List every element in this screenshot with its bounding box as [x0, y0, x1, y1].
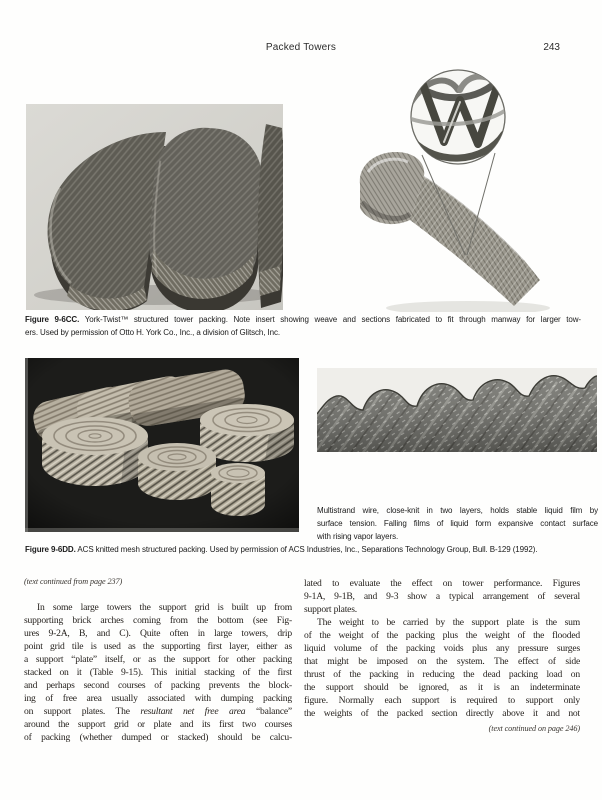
text-line: figure. Normally each support is required to support only — [304, 695, 580, 706]
text-line: point grid tile is used as the supporting first layer, either as — [24, 641, 292, 652]
text-line: around the support grid or plate and its first two courses — [24, 719, 292, 730]
text-line: lated to evaluate the effect on tower performance. Figures — [304, 578, 580, 589]
text-line — [24, 705, 292, 718]
caption-line — [25, 314, 581, 327]
figure-9-6cc-label: Figure 9-6CC. — [25, 315, 80, 324]
figure-9-6dd-label: Figure 9-6DD. — [25, 545, 76, 554]
text-line: a support “plate” itself, or as the support for other packing — [24, 654, 292, 665]
text-line: In some large towers the support grid is built up from — [37, 602, 292, 613]
caption-line — [25, 544, 581, 557]
text-line: Multistrand wire, close-knit in two layers, holds stable liquid film by — [317, 506, 598, 515]
mesh-cylinders-photo — [25, 358, 299, 532]
mesh-closeup-photo — [317, 368, 597, 452]
strip-shadow — [386, 301, 550, 312]
text-line: ures 9-2A, B, and C). Quite often in large towers, drip — [24, 628, 292, 639]
text-span: “balance” — [245, 706, 292, 717]
weave-magnifier-inset — [348, 62, 598, 312]
text-line: and perhaps second courses of packing prevents the block- — [24, 680, 292, 691]
text-line: stacked on it (Table 9-15). This initial stacking of the first — [24, 667, 292, 678]
text-span: resultant net free area — [140, 706, 246, 717]
text-line: that might be imposed on the system. The effect of side — [304, 656, 580, 667]
mesh-strip — [360, 152, 540, 306]
text-line: surface tension. Falling films of liquid form expansive contact surface — [317, 519, 598, 528]
text-line: supporting brick arches coming from the bottom (see Fig- — [24, 615, 292, 626]
text-line: the support should be ignored, as it is an indeterminate — [304, 682, 580, 693]
text-line: The weight to be carried by the support plate is the sum — [317, 617, 580, 628]
york-twist-packing-photo — [26, 104, 283, 310]
text-line: 9-1A, 9-1B, and 9-3 show a typical arrangement of several — [304, 591, 580, 602]
page-title: Packed Towers — [265, 42, 337, 53]
text-line: of packing (whether dumped or stacked) should be calcu- — [24, 732, 292, 743]
caption-text: York-Twist™ structured tower packing. Note insert showing weave and sections fabricated to fit through manway for larger tow- — [79, 315, 581, 324]
figure-9-6dd-caption — [25, 544, 581, 557]
body-right-column — [304, 577, 580, 720]
text-line: of the weight of the packing plus the weight of the flooded — [304, 630, 580, 641]
caption-text: ers. Used by permission of Otto H. York Co., Inc., a division of Glitsch, Inc. — [25, 327, 280, 337]
text-span: on support plates. The — [24, 706, 141, 717]
running-head — [0, 42, 602, 56]
figure-9-6cc-caption — [25, 314, 581, 340]
body-left-column — [24, 601, 292, 744]
text-line: liquid volume of the packing voids plus any pressure surges — [304, 643, 580, 654]
multistrand-photo-caption — [317, 504, 598, 543]
packing-segment-stadium — [145, 124, 268, 310]
text-line: support plates. — [304, 604, 357, 615]
text-line: thrust of the packing in reducing the dead packing load on — [304, 669, 580, 680]
text-line: the weights of the packed section directly above it and not — [304, 708, 580, 719]
continued-from-note: (text continued from page 237) — [24, 577, 123, 586]
caption-text: ACS knitted mesh structured packing. Used by permission of ACS Industries, Inc., Separations Technology Group, Bull. B-129 (1992). — [75, 545, 538, 554]
text-line: with rising vapor layers. — [317, 532, 399, 541]
continued-on-note: (text continued on page 246) — [488, 724, 580, 733]
text-line: ing of free area usually associated with dumping packing — [24, 693, 292, 704]
page-number: 243 — [543, 42, 560, 53]
